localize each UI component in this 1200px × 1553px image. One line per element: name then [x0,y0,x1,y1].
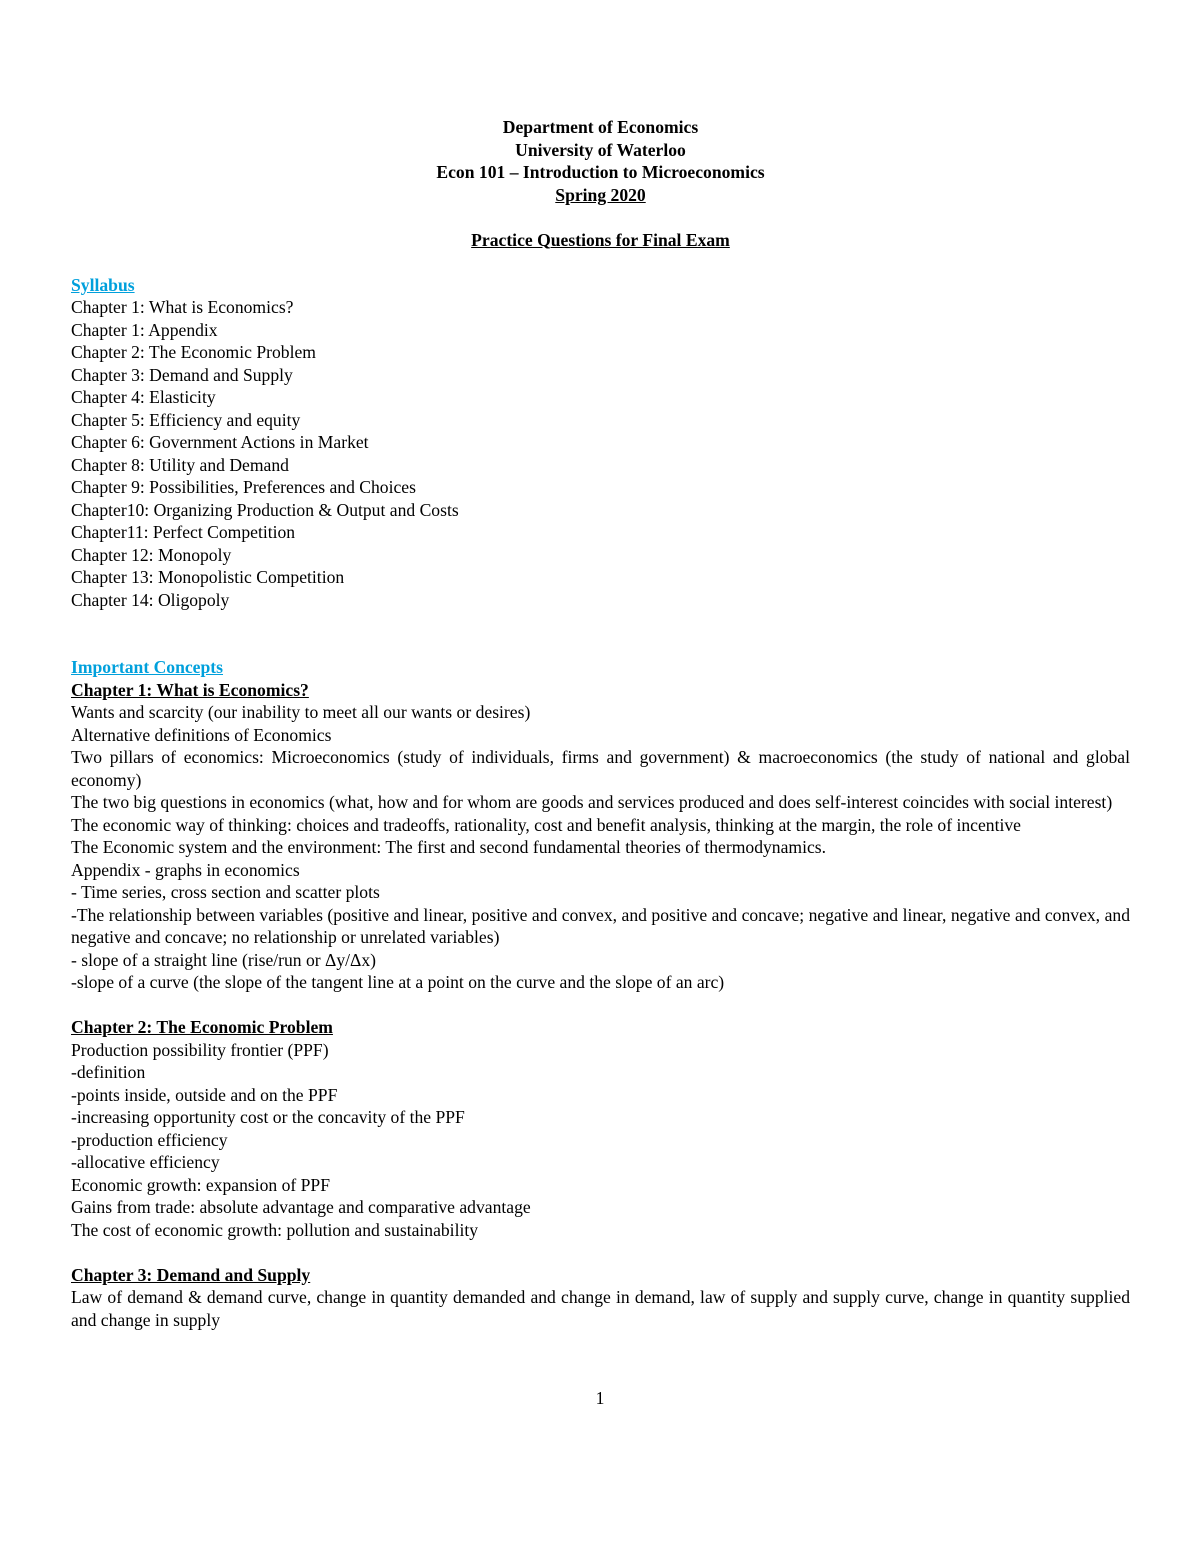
syllabus-item: Chapter 13: Monopolistic Competition [71,567,345,587]
concept-line: Law of demand & demand curve, change in quantity demanded and change in demand, law of supply and supply curve, change in quantity supplied and change in supply [71,1287,1130,1330]
concept-line: The economic way of thinking: choices and tradeoffs, rationality, cost and benefit analysis, thinking at the margin, the role of incentive [71,814,1021,835]
document-page [71,116,1130,1331]
syllabus-item: Chapter 9: Possibilities, Preferences and Choices [71,477,416,497]
concept-line: -The relationship between variables (positive and linear, positive and convex, and positive and concave; negative and linear, negative and convex, and negative and concave; no relationship or unrelated variables) [71,904,1130,947]
chapter-1-heading: Chapter 1: What is Economics? [71,679,309,700]
concept-line: -points inside, outside and on the PPF [71,1084,338,1105]
syllabus-item: Chapter 2: The Economic Problem [71,342,316,362]
syllabus-item: Chapter 4: Elasticity [71,387,216,407]
concept-line: The two big questions in economics (what, how and for whom are goods and services produced and does self-interest coincides with social interest) [71,792,1113,812]
concept-line: - slope of a straight line (rise/run or Δy/Δx) [71,949,377,970]
syllabus-item: Chapter11: Perfect Competition [71,522,296,542]
syllabus-item: Chapter 1: Appendix [71,319,218,340]
syllabus-heading: Syllabus [71,274,135,295]
concept-line: Two pillars of economics: Microeconomics (study of individuals, firms and government) & macroeconomics (the study of national and global economy) [71,747,1130,790]
syllabus-item: Chapter10: Organizing Production & Output and Costs [71,499,459,520]
concept-line: The Economic system and the environment: The first and second fundamental theories of thermodynamics. [71,837,827,857]
concept-line: Production possibility frontier (PPF) [71,1039,329,1060]
syllabus-item: Chapter 1: What is Economics? [71,297,294,317]
syllabus-item: Chapter 5: Efficiency and equity [71,409,301,430]
course-title: Econ 101 – Introduction to Microeconomics [436,162,765,182]
chapter-2-block [71,1016,1130,1241]
concept-line: Gains from trade: absolute advantage and comparative advantage [71,1197,531,1217]
important-concepts-section [71,656,1130,1331]
concept-line: -allocative efficiency [71,1152,220,1172]
university-name: University of Waterloo [515,139,686,160]
important-concepts-heading: Important Concepts [71,657,223,677]
concept-line: - Time series, cross section and scatter plots [71,882,380,902]
concept-line: -production efficiency [71,1129,228,1150]
document-header [71,116,1130,251]
chapter-3-heading: Chapter 3: Demand and Supply [71,1264,311,1285]
department-name: Department of Economics [502,117,699,137]
page-number: 1 [595,1388,605,1408]
concept-line: -slope of a curve (the slope of the tangent line at a point on the curve and the slope of an arc) [71,972,725,992]
concept-line: Economic growth: expansion of PPF [71,1174,331,1195]
concept-line: -definition [71,1062,146,1082]
syllabus-item: Chapter 12: Monopoly [71,544,232,565]
concept-line: Wants and scarcity (our inability to meet all our wants or desires) [71,702,531,722]
chapter-1-block [71,679,1130,994]
syllabus-item: Chapter 6: Government Actions in Market [71,432,369,452]
syllabus-item: Chapter 8: Utility and Demand [71,454,289,475]
concept-line: -increasing opportunity cost or the concavity of the PPF [71,1107,465,1127]
chapter-2-heading: Chapter 2: The Economic Problem [71,1017,333,1037]
syllabus-item: Chapter 3: Demand and Supply [71,364,293,385]
concept-line: Alternative definitions of Economics [71,724,332,745]
concept-line: Appendix - graphs in economics [71,859,300,880]
chapter-3-block [71,1264,1130,1332]
concept-line: The cost of economic growth: pollution and sustainability [71,1219,479,1240]
document-title: Practice Questions for Final Exam [471,229,730,250]
syllabus-section [71,274,1130,612]
syllabus-item: Chapter 14: Oligopoly [71,589,230,610]
term: Spring 2020 [555,184,646,205]
